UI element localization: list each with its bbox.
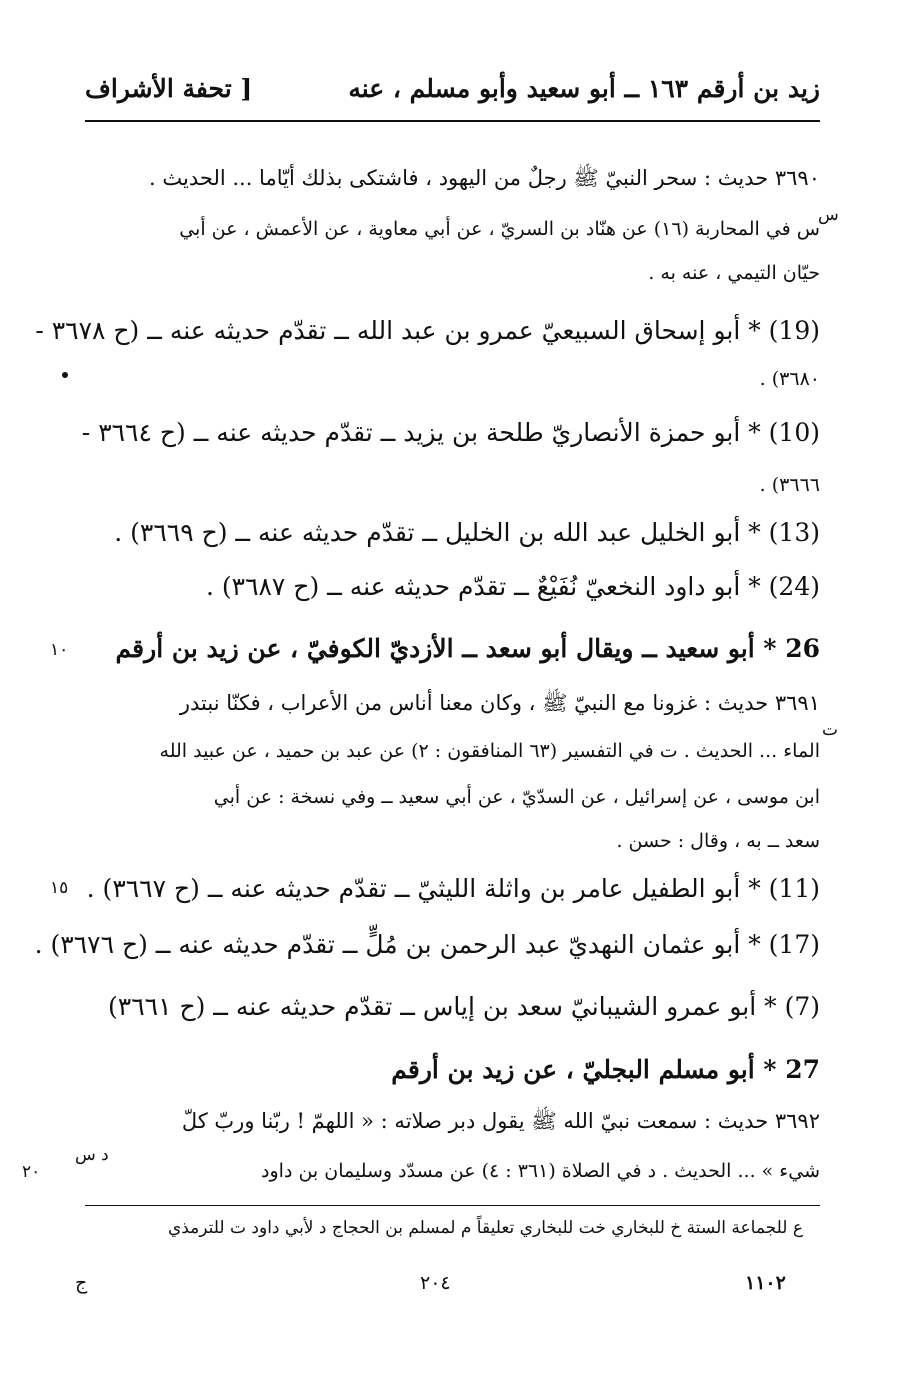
running-header-book: [ تحفة الأشراف [85,74,253,103]
narrator-entry-7: (7) * أبو عمرو الشيبانيّ سعد بن إياس ــ تقدّم حديثه عنه ــ (ح ٣٦٦١) [108,992,820,1021]
narrator-entry-10: (10) * أبو حمزة الأنصاريّ طلحة بن يزيد ــ تقدّم حديثه عنه ــ (ح ٣٦٦٤ - [81,418,820,447]
hadith-3690-line-1: ٣٦٩٠ حديث : سحر النبيّ ﷺ رجلٌ من اليهود ، فاشتكى بذلك أيّاما ... الحديث . [149,166,820,190]
margin-line-10: ١٠ [50,640,69,660]
narrator-entry-24: (24) * أبو داود النخعيّ نُفَيْعٌ ــ تقدّم حديثه عنه ــ (ح ٣٦٨٧) . [205,572,820,601]
volume-number: ٢٠٤ [420,1272,451,1294]
page-number: ١١٠٢ [745,1272,786,1294]
running-header-title: زيد بن أرقم ١٦٣ ــ أبو سعيد وأبو مسلم ، عنه [348,74,820,103]
narrator-entry-19: (19) * أبو إسحاق السبيعيّ عمرو بن عبد الله ــ تقدّم حديثه عنه ــ (ح ٣٦٧٨ - [35,316,820,345]
sigla-key-footer: ع للجماعة الستة خ للبخاري خت للبخاري تعليقاً م لمسلم بن الحجاج د لأبي داود ت للترمذي [167,1218,803,1238]
footer-rule [85,1205,820,1206]
margin-line-20: ٢٠ [22,1162,41,1182]
margin-siglum-sin: س [818,205,839,225]
hadith-3690-line-3: حيّان التيمي ، عنه به . [648,262,820,284]
stray-dot-mark [62,372,68,378]
header-rule [85,120,820,122]
narrator-entry-13: (13) * أبو الخليل عبد الله بن الخليل ــ تقدّم حديثه عنه ــ (ح ٣٦٦٩) . [114,518,820,547]
narrator-entry-11: (11) * أبو الطفيل عامر بن واثلة الليثيّ ــ تقدّم حديثه عنه ــ (ح ٣٦٦٧) . [86,874,820,903]
narrator-heading-26: 26 * أبو سعيد ــ ويقال أبو سعد ــ الأزديّ الكوفيّ ، عن زيد بن أرقم [115,634,820,663]
narrator-entry-19-cont: ٣٦٨٠) . [759,368,820,390]
narrator-entry-10-cont: ٣٦٦٦) . [759,474,820,496]
hadith-3692-line-1: ٣٦٩٢ حديث : سمعت نبيّ الله ﷺ يقول دبر صلاته : « اللهمّ ! ربّنا وربّ كلّ [181,1109,820,1133]
margin-siglum-ta: ت [822,720,839,740]
hadith-3691-line-2: الماء ... الحديث . ت في التفسير (٦٣ المنافقون : ٢) عن عبد بن حميد ، عن عبيد الله [159,740,820,762]
signature-mark: ج [75,1272,88,1294]
hadith-3690-line-2: س في المحاربة (١٦) عن هنّاد بن السريّ ، عن أبي معاوية ، عن الأعمش ، عن أبي [179,218,820,240]
hadith-3692-line-2: شيء » ... الحديث . د في الصلاة (٣٦١ : ٤) عن مسدّد وسليمان بن داود [261,1160,820,1182]
narrator-heading-27: 27 * أبو مسلم البجليّ ، عن زيد بن أرقم [391,1055,820,1084]
hadith-3691-line-4: سعد ــ به ، وقال : حسن . [616,830,820,852]
margin-siglum-dal-sin: د س [75,1145,109,1165]
margin-line-15: ١٥ [50,878,69,898]
hadith-3691-line-3: ابن موسى ، عن إسرائيل ، عن السدّيّ ، عن أبي سعيد ــ وفي نسخة : عن أبي [213,786,820,808]
narrator-entry-17: (17) * أبو عثمان النهديّ عبد الرحمن بن مُلٍّ ــ تقدّم حديثه عنه ــ (ح ٣٦٧٦) . [34,930,820,959]
hadith-3691-line-1: ٣٦٩١ حديث : غزونا مع النبيّ ﷺ ، وكان معنا أناس من الأعراب ، فكنّا نبتدر [179,691,820,715]
